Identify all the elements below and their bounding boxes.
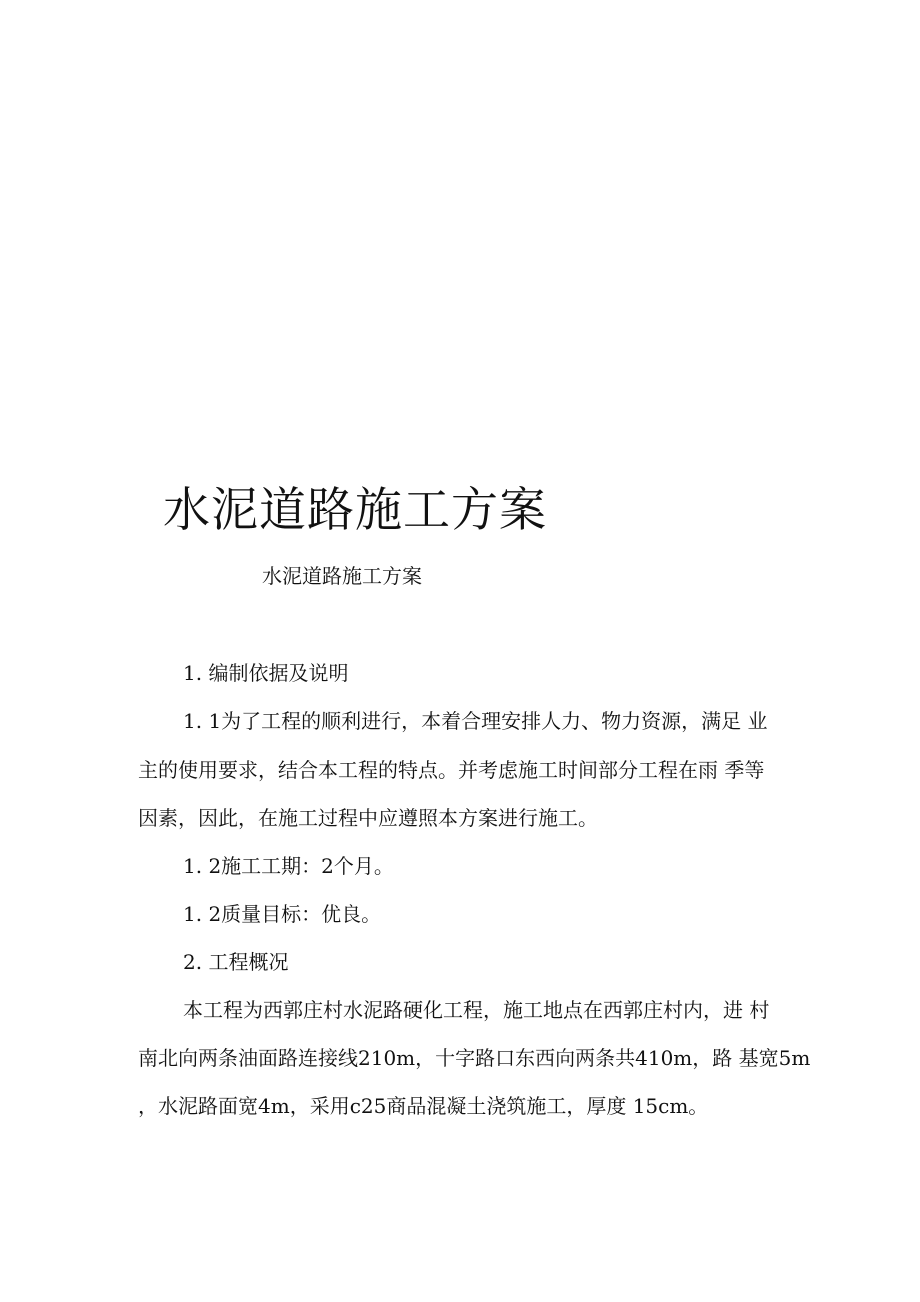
section-heading-2: 2. 工程概况	[183, 950, 289, 974]
paragraph-line: 1. 2施工工期：2个月。	[183, 854, 394, 878]
paragraph-line: 南北向两条油面路连接线210m，十字路口东西向两条共410m，路 基宽5m	[138, 1046, 811, 1070]
paragraph-line: 主的使用要求，结合本工程的特点。并考虑施工时间部分工程在雨 季等	[138, 758, 765, 782]
section-heading-1: 1. 编制依据及说明	[183, 661, 349, 685]
paragraph-line: 本工程为西郭庄村水泥路硬化工程，施工地点在西郭庄村内，进 村	[183, 998, 770, 1022]
paragraph-line: 1. 1为了工程的顺利进行，本着合理安排人力、物力资源，满足 业	[183, 709, 768, 733]
document-subtitle: 水泥道路施工方案	[262, 564, 422, 588]
paragraph-line: 因素，因此，在施工过程中应遵照本方案进行施工。	[138, 806, 598, 830]
paragraph-line: 1. 2质量目标：优良。	[183, 902, 382, 926]
document-title: 水泥道路施工方案	[163, 483, 547, 538]
paragraph-line: ，水泥路面宽4m，采用c25商品混凝土浇筑施工，厚度 15cm。	[138, 1094, 709, 1118]
